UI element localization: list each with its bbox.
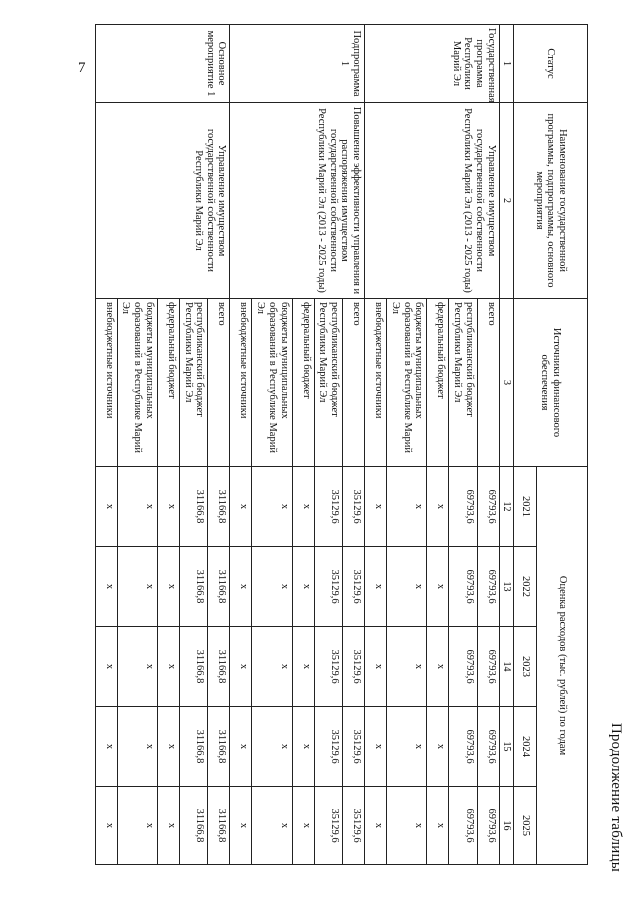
source-cell: всего: [343, 299, 365, 467]
value-cell: 31166,8: [208, 787, 230, 865]
value-cell: 31166,8: [179, 627, 208, 707]
value-cell: 35129,6: [314, 627, 343, 707]
value-cell: x: [252, 627, 292, 707]
value-cell: 69793,6: [477, 627, 499, 707]
header-year: 2023: [514, 627, 537, 707]
value-cell: x: [292, 627, 314, 707]
value-cell: x: [252, 467, 292, 547]
value-cell: 31166,8: [179, 547, 208, 627]
column-number: 14: [499, 627, 513, 707]
value-cell: x: [387, 707, 427, 787]
table-row: [343, 25, 365, 865]
header-year: 2021: [514, 467, 537, 547]
header-source: Источники финансового обеспечения: [514, 299, 588, 467]
value-cell: 31166,8: [208, 547, 230, 627]
value-cell: x: [117, 547, 157, 627]
value-cell: x: [387, 787, 427, 865]
source-cell: республиканский бюджет Республики Марий Эл: [314, 299, 343, 467]
source-cell: федеральный бюджет: [157, 299, 179, 467]
value-cell: 69793,6: [477, 547, 499, 627]
value-cell: x: [157, 787, 179, 865]
header-status: Статус: [514, 25, 588, 103]
value-cell: 69793,6: [449, 787, 478, 865]
value-cell: x: [427, 787, 449, 865]
source-cell: республиканский бюджет Республики Марий Эл: [449, 299, 478, 467]
value-cell: 35129,6: [343, 707, 365, 787]
value-cell: x: [117, 707, 157, 787]
column-number: 16: [499, 787, 513, 865]
source-cell: бюджеты муниципальных образований в Республике Марий Эл: [387, 299, 427, 467]
value-cell: 31166,8: [208, 467, 230, 547]
value-cell: x: [427, 707, 449, 787]
value-cell: x: [252, 707, 292, 787]
value-cell: 69793,6: [477, 707, 499, 787]
value-cell: x: [230, 547, 252, 627]
value-cell: 69793,6: [449, 707, 478, 787]
column-number: 1: [499, 25, 513, 103]
value-cell: 35129,6: [314, 787, 343, 865]
status-cell: Основное мероприятие 1: [95, 25, 230, 103]
header-year: 2025: [514, 787, 537, 865]
header-year: 2024: [514, 707, 537, 787]
source-cell: внебюджетные источники: [230, 299, 252, 467]
source-cell: федеральный бюджет: [292, 299, 314, 467]
value-cell: x: [365, 547, 387, 627]
value-cell: 31166,8: [208, 707, 230, 787]
program-name-cell: Управление имуществом государственной собственности Республики Марий Эл: [95, 103, 230, 299]
table-body: [95, 25, 499, 865]
value-cell: x: [230, 787, 252, 865]
value-cell: x: [252, 547, 292, 627]
source-cell: республиканский бюджет Республики Марий Эл: [179, 299, 208, 467]
value-cell: x: [427, 547, 449, 627]
value-cell: x: [157, 547, 179, 627]
value-cell: x: [230, 627, 252, 707]
status-cell: Подпрограмма 1: [230, 25, 365, 103]
status-cell: Государственная программа Республики Марий Эл: [365, 25, 500, 103]
value-cell: 35129,6: [314, 547, 343, 627]
value-cell: 69793,6: [477, 467, 499, 547]
source-cell: внебюджетные источники: [365, 299, 387, 467]
column-number: 2: [499, 103, 513, 299]
header-estimate: Оценка расходов (тыс. рублей) по годам: [537, 467, 588, 865]
source-cell: всего: [208, 299, 230, 467]
header-year: 2022: [514, 547, 537, 627]
value-cell: 69793,6: [449, 627, 478, 707]
rotated-page: [80, 20, 630, 880]
value-cell: x: [95, 547, 117, 627]
value-cell: 31166,8: [179, 467, 208, 547]
column-number: 12: [499, 467, 513, 547]
source-cell: бюджеты муниципальных образований в Республике Марий Эл: [117, 299, 157, 467]
header-name: Наименование государственной программы, подпрограммы, основного мероприятия: [514, 103, 588, 299]
value-cell: 35129,6: [343, 467, 365, 547]
source-cell: федеральный бюджет: [427, 299, 449, 467]
value-cell: 31166,8: [179, 787, 208, 865]
value-cell: 35129,6: [314, 467, 343, 547]
value-cell: x: [230, 707, 252, 787]
value-cell: x: [95, 627, 117, 707]
value-cell: x: [230, 467, 252, 547]
continuation-title: Продолжение таблицы: [608, 722, 624, 872]
value-cell: x: [292, 547, 314, 627]
value-cell: 69793,6: [477, 787, 499, 865]
value-cell: x: [117, 467, 157, 547]
value-cell: x: [427, 467, 449, 547]
value-cell: x: [157, 467, 179, 547]
page-number: 7: [78, 60, 86, 76]
value-cell: 69793,6: [449, 467, 478, 547]
value-cell: x: [95, 787, 117, 865]
value-cell: x: [292, 467, 314, 547]
value-cell: x: [365, 467, 387, 547]
value-cell: x: [365, 787, 387, 865]
value-cell: x: [292, 707, 314, 787]
value-cell: 69793,6: [449, 547, 478, 627]
expenditure-table: [95, 24, 588, 865]
column-number: 3: [499, 299, 513, 467]
table-row: [208, 25, 230, 865]
program-name-cell: Повышение эффективности управления и распоряжения имуществом государственной собственности Республики Марий Эл (2013 - 2025 годы): [230, 103, 365, 299]
table-row: [477, 25, 499, 865]
value-cell: x: [365, 707, 387, 787]
source-cell: всего: [477, 299, 499, 467]
source-cell: внебюджетные источники: [95, 299, 117, 467]
value-cell: x: [387, 467, 427, 547]
value-cell: x: [292, 787, 314, 865]
value-cell: x: [117, 627, 157, 707]
value-cell: x: [427, 627, 449, 707]
value-cell: x: [387, 547, 427, 627]
value-cell: 35129,6: [314, 707, 343, 787]
value-cell: 35129,6: [343, 787, 365, 865]
source-cell: бюджеты муниципальных образований в Республике Марий Эл: [252, 299, 292, 467]
value-cell: 31166,8: [208, 627, 230, 707]
column-number: 13: [499, 547, 513, 627]
column-number: 15: [499, 707, 513, 787]
program-name-cell: Управление имуществом государственной собственности Республики Марий Эл (2013 - 2025 годы): [365, 103, 500, 299]
value-cell: x: [252, 787, 292, 865]
value-cell: x: [95, 467, 117, 547]
value-cell: x: [117, 787, 157, 865]
value-cell: x: [157, 707, 179, 787]
value-cell: x: [387, 627, 427, 707]
value-cell: x: [365, 627, 387, 707]
value-cell: 31166,8: [179, 707, 208, 787]
value-cell: x: [95, 707, 117, 787]
value-cell: x: [157, 627, 179, 707]
value-cell: 35129,6: [343, 627, 365, 707]
value-cell: 35129,6: [343, 547, 365, 627]
